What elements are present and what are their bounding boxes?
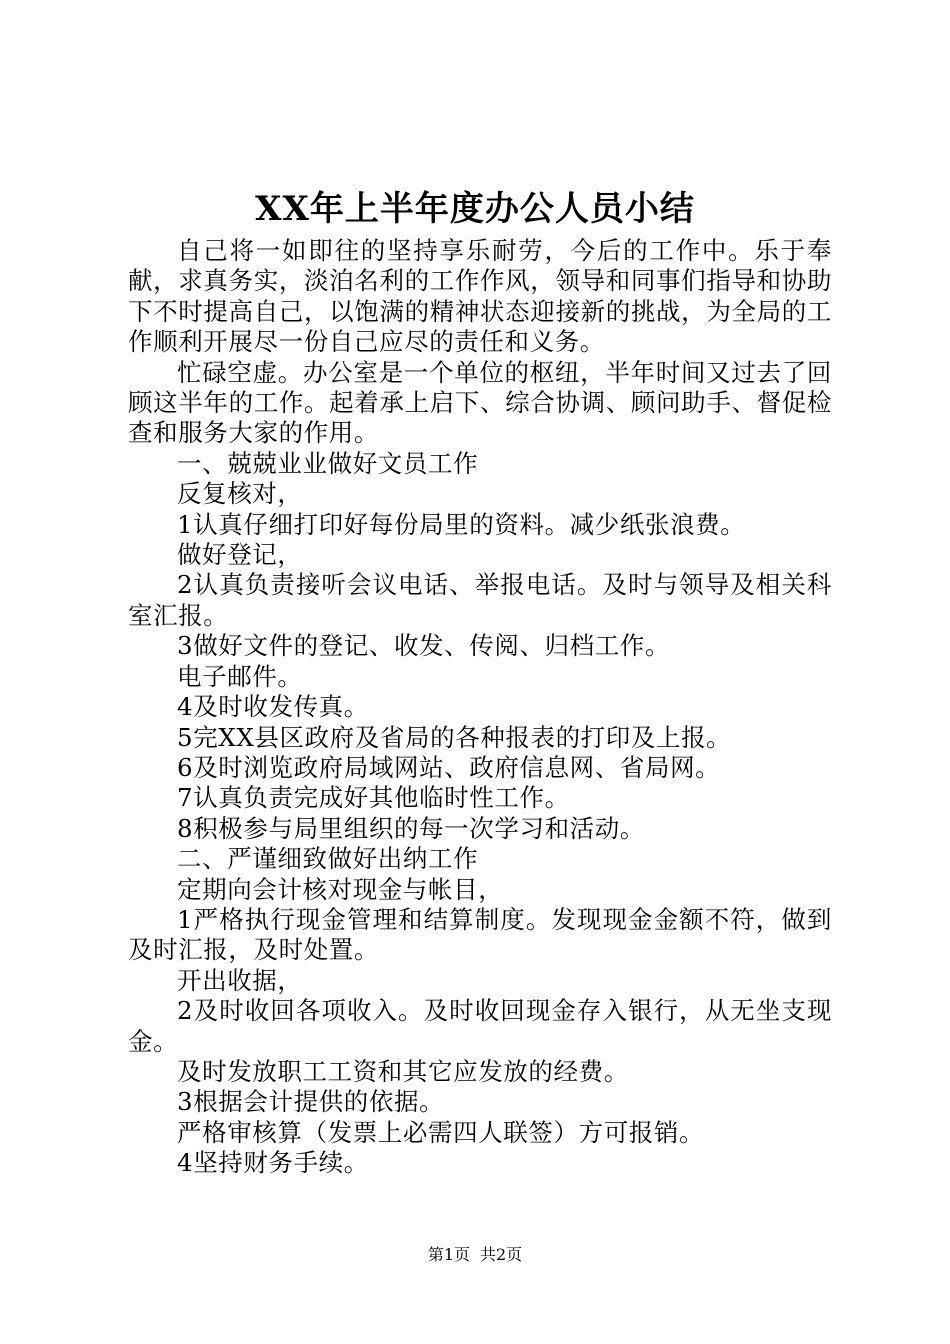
list-item: 4坚持财务手续。 (177, 1148, 369, 1178)
list-item: 1认真仔细打印好每份局里的资料。减少纸张浪费。 (177, 509, 746, 539)
list-item: 3根据会计提供的依据。 (177, 1087, 445, 1117)
paragraph: 反复核对， (177, 479, 303, 509)
list-item: 7认真负责完成好其他临时性工作。 (177, 783, 570, 813)
paragraph: 自己将一如即往的坚持享乐耐劳，今后的工作中。乐于奉献，求真务实，淡泊名利的工作作风，领导和同事们指导和协助下不时提高自己，以饱满的精神状态迎接新的挑战，为全局的工作顺利开展尽一份自己应尽的责任和义务。 (128, 236, 832, 357)
list-item: 2及时收回各项收入。及时收回现金存入银行，从无坐支现金。 (128, 996, 832, 1056)
page-number: 第1页 (427, 1245, 470, 1264)
paragraph: 电子邮件。 (177, 661, 303, 691)
paragraph: 及时发放职工工资和其它应发放的经费。 (177, 1056, 629, 1086)
paragraph: 定期向会计核对现金与帐目， (177, 874, 504, 904)
list-item: 3做好文件的登记、收发、传阅、归档工作。 (177, 631, 671, 661)
list-item: 1严格执行现金管理和结算制度。发现现金金额不符，做到及时汇报，及时处置。 (128, 904, 832, 965)
page-total: 共2页 (480, 1245, 523, 1264)
document-body (128, 236, 832, 1179)
list-item: 8积极参与局里组织的每一次学习和活动。 (177, 813, 645, 843)
paragraph: 开出收据， (177, 965, 303, 995)
section-heading: 二、严谨细致做好出纳工作 (177, 844, 479, 874)
list-item: 4及时收发传真。 (177, 692, 369, 722)
list-item: 5完XX县区政府及省局的各种报表的打印及上报。 (177, 722, 732, 752)
page-footer (0, 1244, 950, 1266)
paragraph: 严格审核算（发票上必需四人联签）方可报销。 (177, 1117, 705, 1147)
list-item: 2认真负责接听会议电话、举报电话。及时与领导及相关科室汇报。 (128, 570, 832, 630)
paragraph: 做好登记， (177, 540, 303, 570)
paragraph: 忙碌空虚。办公室是一个单位的枢纽，半年时间又过去了回顾这半年的工作。起着承上启下、综合协调、顾问助手、督促检查和服务大家的作用。 (128, 357, 832, 448)
section-heading: 一、兢兢业业做好文员工作 (177, 448, 479, 478)
document-title: XX年上半年度办公人员小结 (255, 189, 695, 229)
list-item: 6及时浏览政府局域网站、政府信息网、省局网。 (177, 752, 721, 782)
